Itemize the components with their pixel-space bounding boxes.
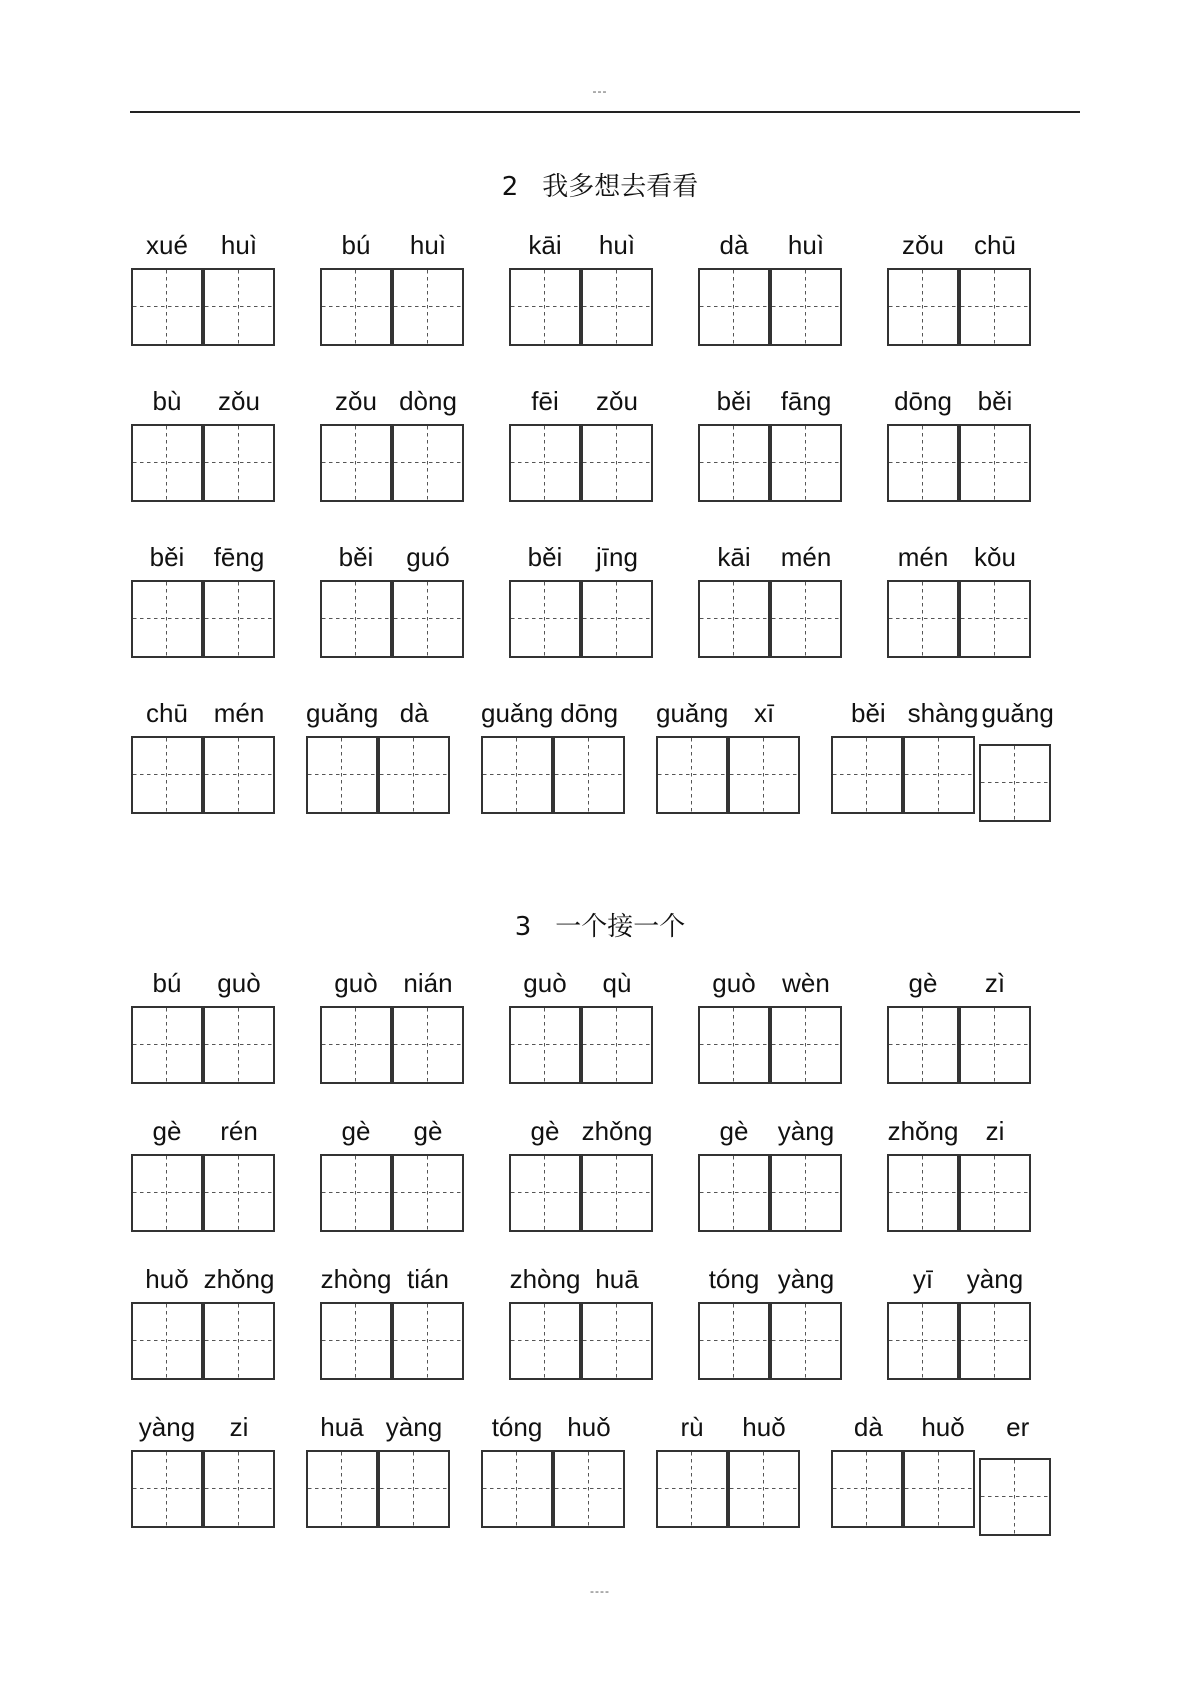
writing-box[interactable] xyxy=(131,1006,203,1084)
pinyin-syllable: er xyxy=(1006,1412,1030,1442)
pinyin-syllable: dà xyxy=(853,1412,883,1442)
writing-box[interactable] xyxy=(979,1458,1051,1536)
pinyin-syllable: zhǒng xyxy=(581,1116,653,1146)
writing-box[interactable] xyxy=(698,424,770,502)
writing-box[interactable] xyxy=(581,1006,653,1084)
writing-box[interactable] xyxy=(203,580,275,658)
writing-box[interactable] xyxy=(203,1302,275,1380)
pinyin-syllable: yàng xyxy=(385,1412,443,1442)
writing-box[interactable] xyxy=(728,1450,800,1528)
pinyin-syllable: gè xyxy=(413,1116,443,1146)
pinyin-label xyxy=(887,1262,1031,1296)
writing-box[interactable] xyxy=(203,736,275,814)
writing-box[interactable] xyxy=(378,736,450,814)
pinyin-syllable: fēi xyxy=(531,386,559,416)
section-title-text: 一个接一个 xyxy=(555,912,686,942)
pinyin-syllable: zhòng xyxy=(320,1264,392,1294)
pinyin-syllable: huǒ xyxy=(921,1412,965,1442)
writing-box[interactable] xyxy=(131,1154,203,1232)
pinyin-label xyxy=(131,540,275,574)
writing-box[interactable] xyxy=(656,736,728,814)
writing-box[interactable] xyxy=(698,1154,770,1232)
pinyin-label xyxy=(831,696,1055,730)
pinyin-syllable: huǒ xyxy=(145,1264,189,1294)
pinyin-syllable: běi xyxy=(338,542,374,572)
pinyin-label xyxy=(320,966,464,1000)
pinyin-label xyxy=(509,228,653,262)
footer-mark: ---- xyxy=(590,1584,610,1598)
pinyin-syllable: guǎng xyxy=(656,698,729,728)
pinyin-syllable: yàng xyxy=(777,1264,835,1294)
pinyin-syllable: yàng xyxy=(777,1116,835,1146)
pinyin-syllable: dà xyxy=(399,698,429,728)
writing-box[interactable] xyxy=(509,268,581,346)
pinyin-syllable: bú xyxy=(152,968,182,998)
pinyin-syllable: tián xyxy=(407,1264,449,1294)
pinyin-label xyxy=(656,1410,800,1444)
pinyin-label xyxy=(481,696,625,730)
pinyin-syllable: zǒu xyxy=(596,386,638,416)
section-number: 2 xyxy=(501,172,519,202)
writing-box[interactable] xyxy=(320,1154,392,1232)
writing-box[interactable] xyxy=(203,1450,275,1528)
writing-box[interactable] xyxy=(306,736,378,814)
pinyin-syllable: wèn xyxy=(782,968,830,998)
writing-box[interactable] xyxy=(979,744,1051,822)
pinyin-label xyxy=(131,966,275,1000)
section-title xyxy=(0,166,1200,203)
writing-box[interactable] xyxy=(481,1450,553,1528)
pinyin-syllable: zi xyxy=(985,1116,1005,1146)
section-number: 3 xyxy=(514,912,532,942)
writing-box[interactable] xyxy=(320,424,392,502)
writing-box[interactable] xyxy=(509,1302,581,1380)
pinyin-syllable: tóng xyxy=(491,1412,543,1442)
writing-box[interactable] xyxy=(581,580,653,658)
writing-box[interactable] xyxy=(131,580,203,658)
writing-box[interactable] xyxy=(320,1302,392,1380)
writing-box[interactable] xyxy=(392,424,464,502)
writing-box[interactable] xyxy=(509,1006,581,1084)
writing-box[interactable] xyxy=(320,580,392,658)
header-divider xyxy=(130,111,1080,113)
pinyin-syllable: dōng xyxy=(560,698,619,728)
writing-box[interactable] xyxy=(553,736,625,814)
section-title-text: 我多想去看看 xyxy=(542,172,699,202)
writing-box[interactable] xyxy=(959,424,1031,502)
pinyin-syllable: huì xyxy=(598,230,636,260)
pinyin-label xyxy=(320,540,464,574)
pinyin-syllable: guǎng xyxy=(306,698,379,728)
pinyin-syllable: chū xyxy=(974,230,1016,260)
pinyin-label xyxy=(509,540,653,574)
writing-box[interactable] xyxy=(509,1154,581,1232)
writing-box[interactable] xyxy=(698,580,770,658)
header-mark: --- xyxy=(592,84,608,98)
pinyin-syllable: běi xyxy=(716,386,752,416)
writing-box[interactable] xyxy=(698,268,770,346)
pinyin-syllable: huì xyxy=(787,230,825,260)
pinyin-syllable: gè xyxy=(152,1116,182,1146)
writing-box[interactable] xyxy=(131,1450,203,1528)
writing-box[interactable] xyxy=(831,736,903,814)
pinyin-syllable: xué xyxy=(146,230,188,260)
pinyin-syllable: mén xyxy=(213,698,265,728)
pinyin-syllable: zhǒng xyxy=(203,1264,275,1294)
writing-box[interactable] xyxy=(392,1302,464,1380)
writing-box[interactable] xyxy=(831,1450,903,1528)
writing-box[interactable] xyxy=(203,1154,275,1232)
pinyin-syllable: gè xyxy=(341,1116,371,1146)
pinyin-syllable: shàng xyxy=(907,698,979,728)
writing-box[interactable] xyxy=(728,736,800,814)
writing-box[interactable] xyxy=(320,1006,392,1084)
pinyin-syllable: zǒu xyxy=(218,386,260,416)
pinyin-syllable: guǎng xyxy=(481,698,554,728)
writing-box[interactable] xyxy=(553,1450,625,1528)
pinyin-syllable: fēng xyxy=(213,542,265,572)
pinyin-syllable: zi xyxy=(229,1412,249,1442)
writing-box[interactable] xyxy=(481,736,553,814)
pinyin-label xyxy=(887,1114,1031,1148)
pinyin-label xyxy=(481,1410,625,1444)
pinyin-syllable: fāng xyxy=(780,386,832,416)
writing-box[interactable] xyxy=(203,1006,275,1084)
pinyin-label xyxy=(320,228,464,262)
pinyin-label xyxy=(131,1114,275,1148)
pinyin-syllable: rù xyxy=(680,1412,704,1442)
pinyin-syllable: běi xyxy=(977,386,1013,416)
pinyin-syllable: zì xyxy=(984,968,1006,998)
pinyin-label xyxy=(509,1114,653,1148)
writing-box[interactable] xyxy=(959,268,1031,346)
pinyin-syllable: zhǒng xyxy=(887,1116,959,1146)
pinyin-syllable: guó xyxy=(406,542,450,572)
writing-box[interactable] xyxy=(887,1154,959,1232)
pinyin-syllable: běi xyxy=(850,698,886,728)
pinyin-syllable: guò xyxy=(712,968,756,998)
writing-box[interactable] xyxy=(392,1006,464,1084)
pinyin-label xyxy=(320,1262,464,1296)
pinyin-syllable: mén xyxy=(780,542,832,572)
pinyin-syllable: xī xyxy=(754,698,775,728)
writing-box[interactable] xyxy=(959,1302,1031,1380)
pinyin-label xyxy=(698,540,842,574)
pinyin-syllable: guò xyxy=(523,968,567,998)
pinyin-label xyxy=(131,228,275,262)
pinyin-syllable: huā xyxy=(595,1264,639,1294)
pinyin-label xyxy=(306,1410,450,1444)
writing-box[interactable] xyxy=(392,268,464,346)
writing-box[interactable] xyxy=(770,268,842,346)
pinyin-syllable: huǒ xyxy=(567,1412,611,1442)
writing-box[interactable] xyxy=(581,268,653,346)
pinyin-syllable: běi xyxy=(149,542,185,572)
pinyin-syllable: bù xyxy=(152,386,182,416)
pinyin-syllable: tóng xyxy=(708,1264,760,1294)
section-title xyxy=(0,906,1200,943)
writing-box[interactable] xyxy=(770,1302,842,1380)
writing-box[interactable] xyxy=(306,1450,378,1528)
pinyin-syllable: yàng xyxy=(966,1264,1024,1294)
writing-box[interactable] xyxy=(203,424,275,502)
pinyin-label xyxy=(887,966,1031,1000)
writing-box[interactable] xyxy=(698,1006,770,1084)
pinyin-label xyxy=(320,1114,464,1148)
writing-box[interactable] xyxy=(887,1006,959,1084)
pinyin-label xyxy=(656,696,800,730)
pinyin-label xyxy=(887,228,1031,262)
writing-box[interactable] xyxy=(203,268,275,346)
pinyin-syllable: jīng xyxy=(596,542,638,572)
pinyin-syllable: chū xyxy=(146,698,188,728)
pinyin-syllable: dà xyxy=(719,230,749,260)
pinyin-syllable: qù xyxy=(602,968,632,998)
pinyin-label xyxy=(509,1262,653,1296)
writing-box[interactable] xyxy=(509,424,581,502)
writing-box[interactable] xyxy=(959,1006,1031,1084)
pinyin-label xyxy=(320,384,464,418)
pinyin-syllable: huì xyxy=(409,230,447,260)
pinyin-syllable: kāi xyxy=(528,230,562,260)
pinyin-syllable: huǒ xyxy=(742,1412,786,1442)
pinyin-label xyxy=(509,384,653,418)
writing-box[interactable] xyxy=(131,1302,203,1380)
writing-box[interactable] xyxy=(131,736,203,814)
pinyin-syllable: běi xyxy=(527,542,563,572)
pinyin-syllable: zǒu xyxy=(902,230,944,260)
pinyin-syllable: gè xyxy=(719,1116,749,1146)
writing-box[interactable] xyxy=(770,580,842,658)
pinyin-syllable: kāi xyxy=(717,542,751,572)
pinyin-label xyxy=(131,1410,275,1444)
pinyin-label xyxy=(509,966,653,1000)
pinyin-syllable: guò xyxy=(217,968,261,998)
writing-box[interactable] xyxy=(698,1302,770,1380)
pinyin-syllable: gè xyxy=(908,968,938,998)
pinyin-syllable: guǎng xyxy=(981,698,1054,728)
pinyin-syllable: kǒu xyxy=(974,542,1016,572)
pinyin-label xyxy=(887,384,1031,418)
writing-box[interactable] xyxy=(131,424,203,502)
pinyin-syllable: nián xyxy=(403,968,453,998)
pinyin-syllable: huì xyxy=(220,230,258,260)
pinyin-label xyxy=(887,540,1031,574)
writing-box[interactable] xyxy=(581,424,653,502)
writing-box[interactable] xyxy=(581,1302,653,1380)
writing-box[interactable] xyxy=(392,580,464,658)
pinyin-syllable: bú xyxy=(341,230,371,260)
pinyin-syllable: dōng xyxy=(894,386,952,416)
writing-box[interactable] xyxy=(581,1154,653,1232)
pinyin-syllable: zhòng xyxy=(509,1264,581,1294)
pinyin-syllable: mén xyxy=(897,542,949,572)
pinyin-syllable: yī xyxy=(912,1264,934,1294)
pinyin-label xyxy=(698,1114,842,1148)
pinyin-syllable: huā xyxy=(320,1412,364,1442)
pinyin-label xyxy=(306,696,450,730)
writing-box[interactable] xyxy=(320,268,392,346)
writing-box[interactable] xyxy=(770,424,842,502)
writing-box[interactable] xyxy=(887,580,959,658)
writing-box[interactable] xyxy=(959,1154,1031,1232)
writing-box[interactable] xyxy=(131,268,203,346)
pinyin-syllable: guò xyxy=(334,968,378,998)
pinyin-syllable: rén xyxy=(220,1116,258,1146)
writing-box[interactable] xyxy=(903,1450,975,1528)
writing-box[interactable] xyxy=(392,1154,464,1232)
writing-box[interactable] xyxy=(509,580,581,658)
writing-box[interactable] xyxy=(887,268,959,346)
pinyin-label xyxy=(131,384,275,418)
pinyin-label xyxy=(698,966,842,1000)
writing-box[interactable] xyxy=(903,736,975,814)
pinyin-label xyxy=(698,1262,842,1296)
pinyin-label xyxy=(131,696,275,730)
pinyin-syllable: zǒu xyxy=(335,386,377,416)
writing-box[interactable] xyxy=(887,424,959,502)
pinyin-label xyxy=(698,228,842,262)
writing-box[interactable] xyxy=(770,1006,842,1084)
pinyin-label xyxy=(831,1410,1055,1444)
pinyin-syllable: yàng xyxy=(138,1412,196,1442)
pinyin-syllable: dòng xyxy=(399,386,457,416)
writing-box[interactable] xyxy=(887,1302,959,1380)
pinyin-label xyxy=(698,384,842,418)
pinyin-label xyxy=(131,1262,275,1296)
writing-box[interactable] xyxy=(959,580,1031,658)
writing-box[interactable] xyxy=(378,1450,450,1528)
writing-box[interactable] xyxy=(770,1154,842,1232)
writing-box[interactable] xyxy=(656,1450,728,1528)
pinyin-syllable: gè xyxy=(530,1116,560,1146)
